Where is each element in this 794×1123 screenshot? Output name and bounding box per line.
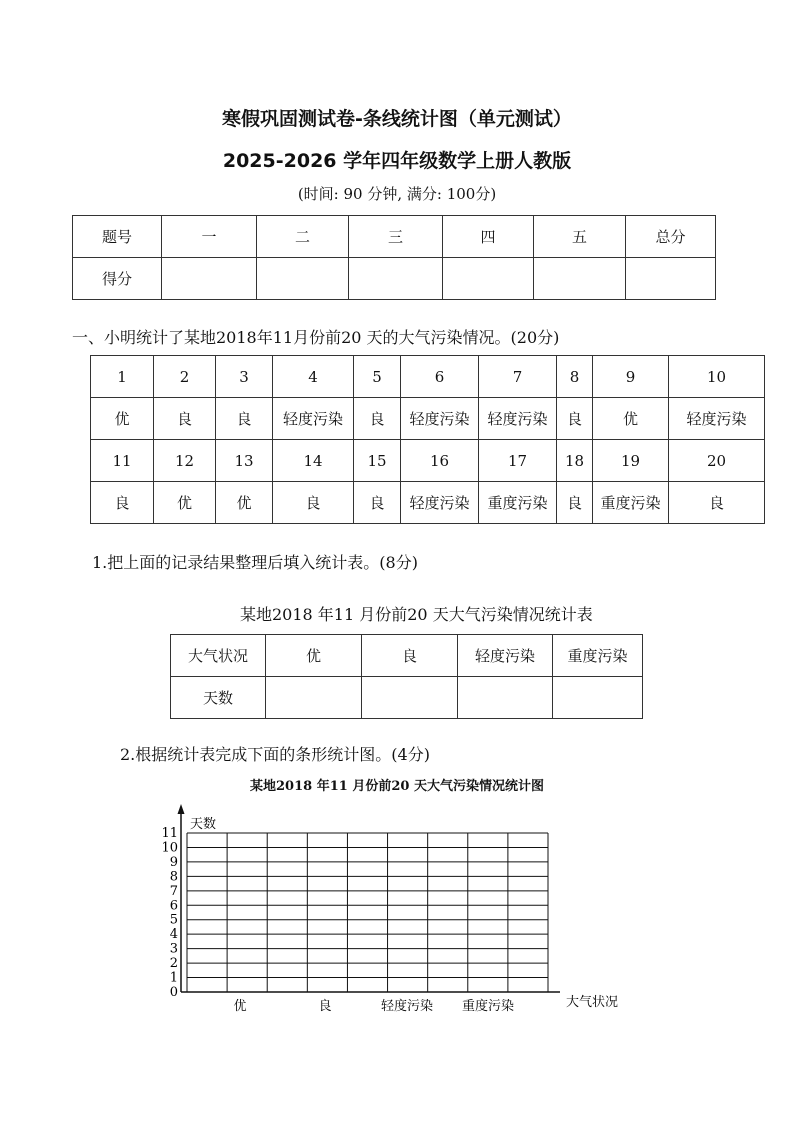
score-table-header-row — [73, 216, 716, 258]
y-axis-arrow — [178, 804, 185, 814]
record-status-cell: 轻度污染 — [401, 398, 479, 440]
stat-row-label: 天数 — [171, 677, 266, 719]
y-tick-label: 8 — [169, 869, 178, 885]
score-cell: 题号 — [73, 216, 162, 258]
stat-input-cell[interactable] — [458, 677, 553, 719]
x-category-label: 轻度污染 — [380, 999, 434, 1014]
score-input-cell[interactable] — [443, 258, 534, 300]
record-days-row — [91, 440, 765, 482]
record-status-cell: 轻度污染 — [273, 398, 354, 440]
record-status-cell: 良 — [557, 398, 593, 440]
y-tick-label: 2 — [169, 956, 178, 972]
record-day-cell: 18 — [557, 440, 593, 482]
score-table — [72, 215, 716, 300]
record-status-cell: 优 — [91, 398, 154, 440]
y-tick-label: 3 — [169, 941, 178, 957]
x-category-label: 优 — [233, 999, 247, 1014]
record-status-cell: 轻度污染 — [669, 398, 765, 440]
stat-table-title: 某地2018 年11 月份前20 天大气污染情况统计表 — [240, 605, 593, 624]
score-input-cell[interactable] — [349, 258, 443, 300]
stat-input-cell[interactable] — [362, 677, 458, 719]
score-cell: 三 — [349, 216, 443, 258]
y-tick-label: 1 — [169, 970, 178, 986]
record-status-cell: 轻度污染 — [401, 482, 479, 524]
y-tick-labels — [161, 826, 178, 1000]
record-day-cell: 7 — [479, 356, 557, 398]
pollution-record-table — [90, 355, 765, 524]
record-day-cell: 3 — [216, 356, 273, 398]
x-category-labels — [233, 998, 514, 1014]
record-status-cell: 轻度污染 — [479, 398, 557, 440]
stat-header-cell: 良 — [362, 635, 458, 677]
record-status-cell: 良 — [557, 482, 593, 524]
stat-table-header-row — [171, 635, 643, 677]
record-status-cell: 优 — [154, 482, 216, 524]
record-status-cell: 良 — [216, 398, 273, 440]
sub-question-1-text: 1.把上面的记录结果整理后填入统计表。(8分) — [92, 553, 418, 572]
y-tick-label: 5 — [169, 912, 178, 928]
record-status-cell: 重度污染 — [593, 482, 669, 524]
stat-header-cell: 优 — [266, 635, 362, 677]
score-cell: 五 — [534, 216, 626, 258]
score-input-cell[interactable] — [257, 258, 349, 300]
record-status-cell: 良 — [273, 482, 354, 524]
record-days-row — [91, 356, 765, 398]
record-day-cell: 5 — [354, 356, 401, 398]
stat-header-cell: 轻度污染 — [458, 635, 553, 677]
record-status-cell: 良 — [354, 482, 401, 524]
exam-time-score: (时间: 90 分钟, 满分: 100分) — [297, 185, 497, 203]
y-tick-label: 7 — [169, 883, 178, 899]
record-day-cell: 20 — [669, 440, 765, 482]
stat-table-days-row — [171, 677, 643, 719]
record-status-row — [91, 398, 765, 440]
score-cell: 一 — [162, 216, 257, 258]
stat-header-cell: 大气状况 — [171, 635, 266, 677]
record-day-cell: 2 — [154, 356, 216, 398]
score-cell: 得分 — [73, 258, 162, 300]
record-day-cell: 15 — [354, 440, 401, 482]
y-tick-label: 6 — [169, 898, 178, 914]
question-1-text: 一、小明统计了某地2018年11月份前20 天的大气污染情况。(20分) — [72, 328, 560, 347]
record-day-cell: 6 — [401, 356, 479, 398]
score-input-cell[interactable] — [626, 258, 716, 300]
record-day-cell: 11 — [91, 440, 154, 482]
record-status-cell: 优 — [216, 482, 273, 524]
score-cell: 总分 — [626, 216, 716, 258]
record-day-cell: 4 — [273, 356, 354, 398]
x-category-label: 重度污染 — [461, 999, 515, 1014]
y-tick-label: 10 — [161, 840, 178, 856]
record-day-cell: 12 — [154, 440, 216, 482]
y-tick-label: 9 — [169, 854, 178, 870]
record-day-cell: 13 — [216, 440, 273, 482]
y-tick-label: 4 — [169, 927, 178, 943]
record-day-cell: 10 — [669, 356, 765, 398]
sub-question-2-text: 2.根据统计表完成下面的条形统计图。(4分) — [120, 745, 430, 764]
chart-title: 某地2018 年11 月份前20 天大气污染情况统计图 — [250, 779, 544, 794]
score-table-score-row — [73, 258, 716, 300]
stat-header-cell: 重度污染 — [553, 635, 643, 677]
record-status-cell: 良 — [669, 482, 765, 524]
x-axis-label: 大气状况 — [566, 995, 619, 1010]
record-day-cell: 9 — [593, 356, 669, 398]
record-day-cell: 16 — [401, 440, 479, 482]
score-input-cell[interactable] — [534, 258, 626, 300]
record-day-cell: 19 — [593, 440, 669, 482]
record-day-cell: 1 — [91, 356, 154, 398]
stat-table — [170, 634, 643, 719]
blank-bar-chart-grid — [150, 790, 650, 1020]
record-status-row — [91, 482, 765, 524]
score-cell: 四 — [443, 216, 534, 258]
record-day-cell: 17 — [479, 440, 557, 482]
x-category-label: 良 — [318, 999, 332, 1014]
stat-input-cell[interactable] — [266, 677, 362, 719]
score-cell: 二 — [257, 216, 349, 258]
record-day-cell: 14 — [273, 440, 354, 482]
record-status-cell: 良 — [154, 398, 216, 440]
record-status-cell: 良 — [354, 398, 401, 440]
y-tick-label: 0 — [169, 985, 178, 1000]
chart-grid — [187, 833, 548, 992]
record-status-cell: 优 — [593, 398, 669, 440]
y-axis-label: 天数 — [190, 817, 217, 832]
exam-title: 寒假巩固测试卷-条线统计图（单元测试） — [222, 108, 572, 130]
record-status-cell: 良 — [91, 482, 154, 524]
record-status-cell: 重度污染 — [479, 482, 557, 524]
exam-subtitle-grade: 2025-2026 学年四年级数学上册人教版 — [222, 150, 572, 172]
stat-input-cell[interactable] — [553, 677, 643, 719]
y-tick-label: 11 — [161, 826, 178, 841]
record-day-cell: 8 — [557, 356, 593, 398]
score-input-cell[interactable] — [162, 258, 257, 300]
